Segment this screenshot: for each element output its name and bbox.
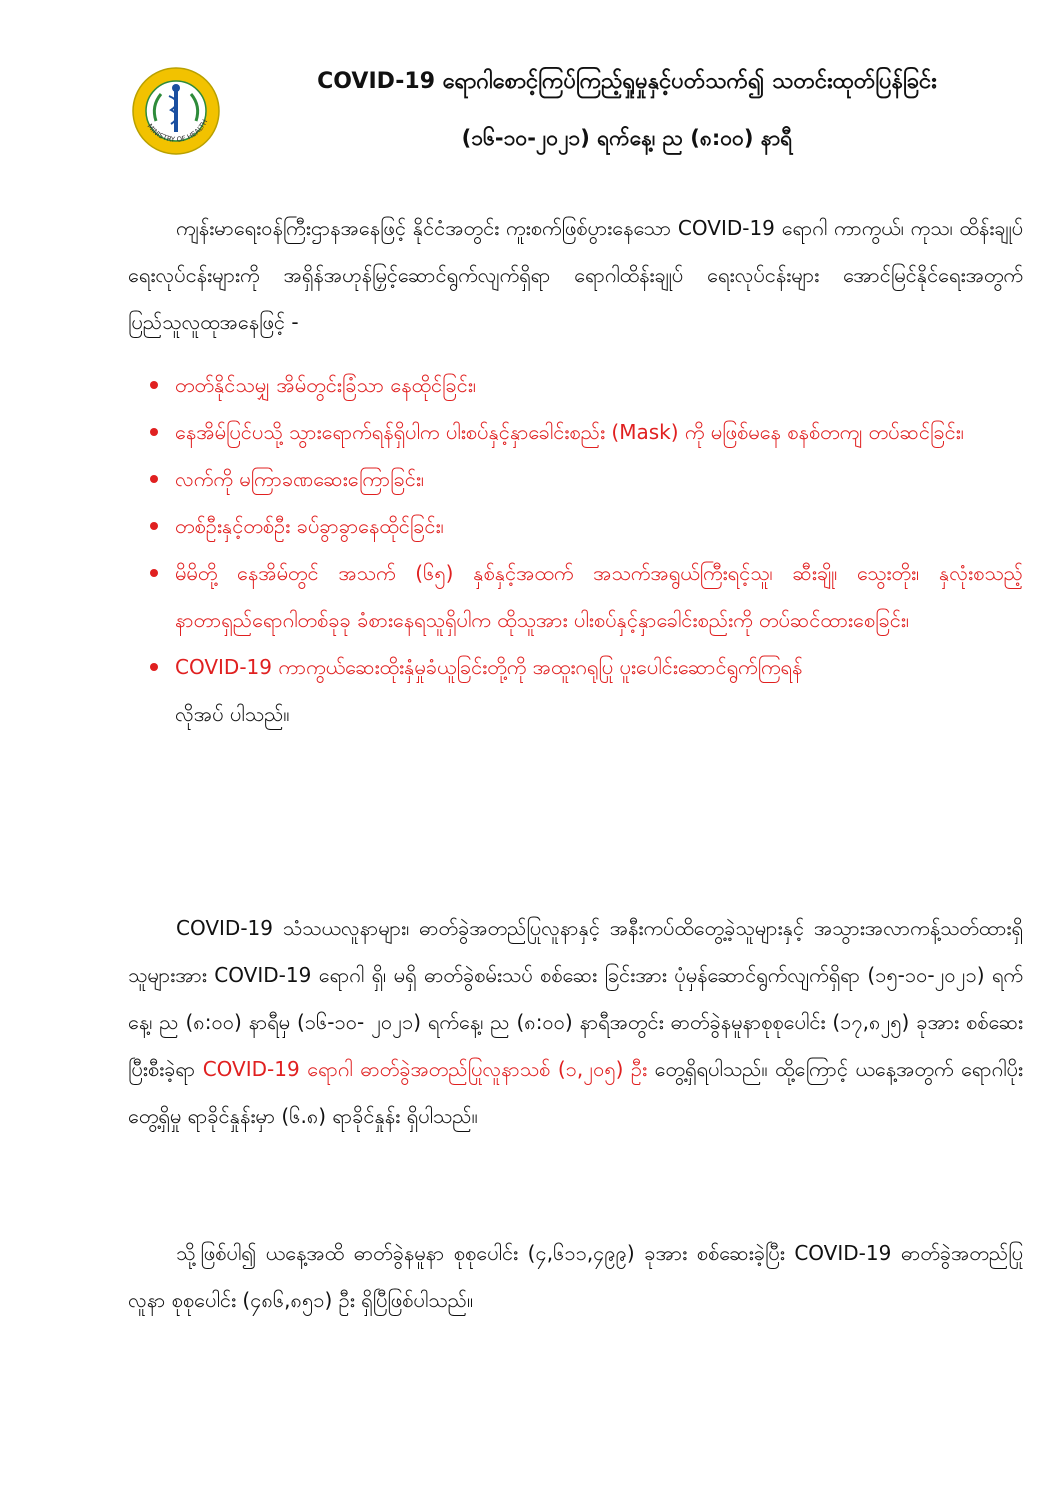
list-item: မိမိတို့ နေအိမ်တွင် အသက် (၆၅) နှစ်နှင့်အထက် အသက်အရွယ်ကြီးရင့်သူ၊ ဆီးချို၊ သွေးတိုး၊ နှလုံးစသည့် နာတာရှည်ရောဂါတစ်ခုခု ခံစားနေရသူရှိပါက ထိုသူအား ပါးစပ်နှင့်နှာခေါင်းစည်းကို တပ်ဆင်ထားစေခြင်း၊ — [150, 550, 1023, 644]
bullet-icon — [150, 569, 158, 577]
testing-paragraph: COVID-19 သံသယလူနာများ၊ ဓာတ်ခွဲအတည်ပြုလူနာနှင့် အနီးကပ်ထိတွေ့ခဲ့သူများနှင့် အသွားအလာကန့်သတ်ထားရှိသူများအား COVID-19 ရောဂါ ရှိ၊ မရှိ ဓာတ်ခွဲစမ်းသပ် စစ်ဆေး ခြင်းအား ပုံမှန်ဆောင်ရွက်လျက်ရှိရာ (၁၅-၁၀-၂၀၂၁) ရက်နေ့၊ ည (၈:၀၀) နာရီမှ (၁၆-၁၀- ၂၀၂၁) ရက်နေ့၊ ည (၈:၀၀) နာရီအတွင်း ဓာတ်ခွဲနမူနာစုစုပေါင်း (၁၇,၈၂၅) ခုအား စစ်ဆေးပြီးစီးခဲ့ရာ COVID-19 ရောဂါ ဓာတ်ခွဲအတည်ပြုလူနာသစ် (၁,၂၀၅) ဦး တွေ့ရှိရပါသည်။ ထို့ကြောင့် ယနေ့အတွက် ရောဂါပိုးတွေ့ရှိမှု ရာခိုင်နှုန်းမှာ (၆.၈) ရာခိုင်နှုန်း ရှိပါသည်။ — [128, 916, 1024, 1128]
bullet-icon — [150, 381, 158, 389]
bullet-icon — [150, 428, 158, 436]
bullet-icon — [150, 522, 158, 530]
ministry-of-health-logo — [131, 66, 221, 156]
list-item: တတ်နိုင်သမျှ အိမ်တွင်းခြံသာ နေထိုင်ခြင်း၊ — [150, 362, 1023, 409]
bullet-icon — [150, 663, 158, 671]
intro-paragraph: ကျန်းမာရေးဝန်ကြီးဌာနအနေဖြင့် နိုင်ငံအတွင်း ကူးစက်ဖြစ်ပွားနေသော COVID-19 ရောဂါ ကာကွယ်၊ ကုသ၊ ထိန်းချုပ်ရေးလုပ်ငန်းများကို အရှိန်အဟုန်မြှင့်ဆောင်ရွက်လျက်ရှိရာ ရောဂါထိန်းချုပ် ရေးလုပ်ငန်းများ အောင်မြင်နိုင်ရေးအတွက် ပြည်သူလူထုအနေဖြင့် - — [128, 216, 1023, 334]
advice-list — [150, 362, 1023, 738]
list-item: တစ်ဦးနှင့်တစ်ဦး ခပ်ခွာခွာနေထိုင်ခြင်း၊ — [150, 503, 1023, 550]
list-item: COVID-19 ကာကွယ်ဆေးထိုးနှံမှုခံယူခြင်းတို့ကို အထူးဂရုပြု ပူးပေါင်းဆောင်ရွက်ကြရန် လိုအပ် ပါသည်။ — [150, 644, 1023, 738]
list-item: နေအိမ်ပြင်ပသို့ သွားရောက်ရန်ရှိပါက ပါးစပ်နှင့်နှာခေါင်းစည်း (Mask) ကို မဖြစ်မနေ စနစ်တကျ တပ်ဆင်ခြင်း၊ — [150, 409, 1023, 456]
new-cases-highlight: COVID-19 ရောဂါ ဓာတ်ခွဲအတည်ပြုလူနာသစ် (၁,၂၀၅) ဦး — [202, 1057, 648, 1081]
page-subtitle-date: (၁၆-၁၀-၂၀၂၁) ရက်နေ့၊ ည (၈:၀၀) နာရီ — [461, 126, 793, 150]
cumulative-paragraph: သို့ဖြစ်ပါ၍ ယနေ့အထိ ဓာတ်ခွဲနမူနာ စုစုပေါင်း (၄,၆၁၁,၄၉၉) ခုအား စစ်ဆေးခဲ့ပြီး COVID-19 ဓာတ်ခွဲအတည်ပြုလူနာ စုစုပေါင်း (၄၈၆,၈၅၁) ဦး ရှိပြီဖြစ်ပါသည်။ — [128, 1241, 1023, 1312]
page-title: COVID-19 ရောဂါစောင့်ကြပ်ကြည့်ရှုမှုနှင့်ပတ်သက်၍ သတင်းထုတ်ပြန်ခြင်း — [317, 69, 937, 94]
list-tail-text: လိုအပ် ပါသည်။ — [175, 702, 290, 726]
logo-text: MINISTRY OF HEALTH — [145, 118, 210, 144]
bullet-icon — [150, 475, 158, 483]
list-item: လက်ကို မကြာခဏဆေးကြောခြင်း၊ — [150, 456, 1023, 503]
